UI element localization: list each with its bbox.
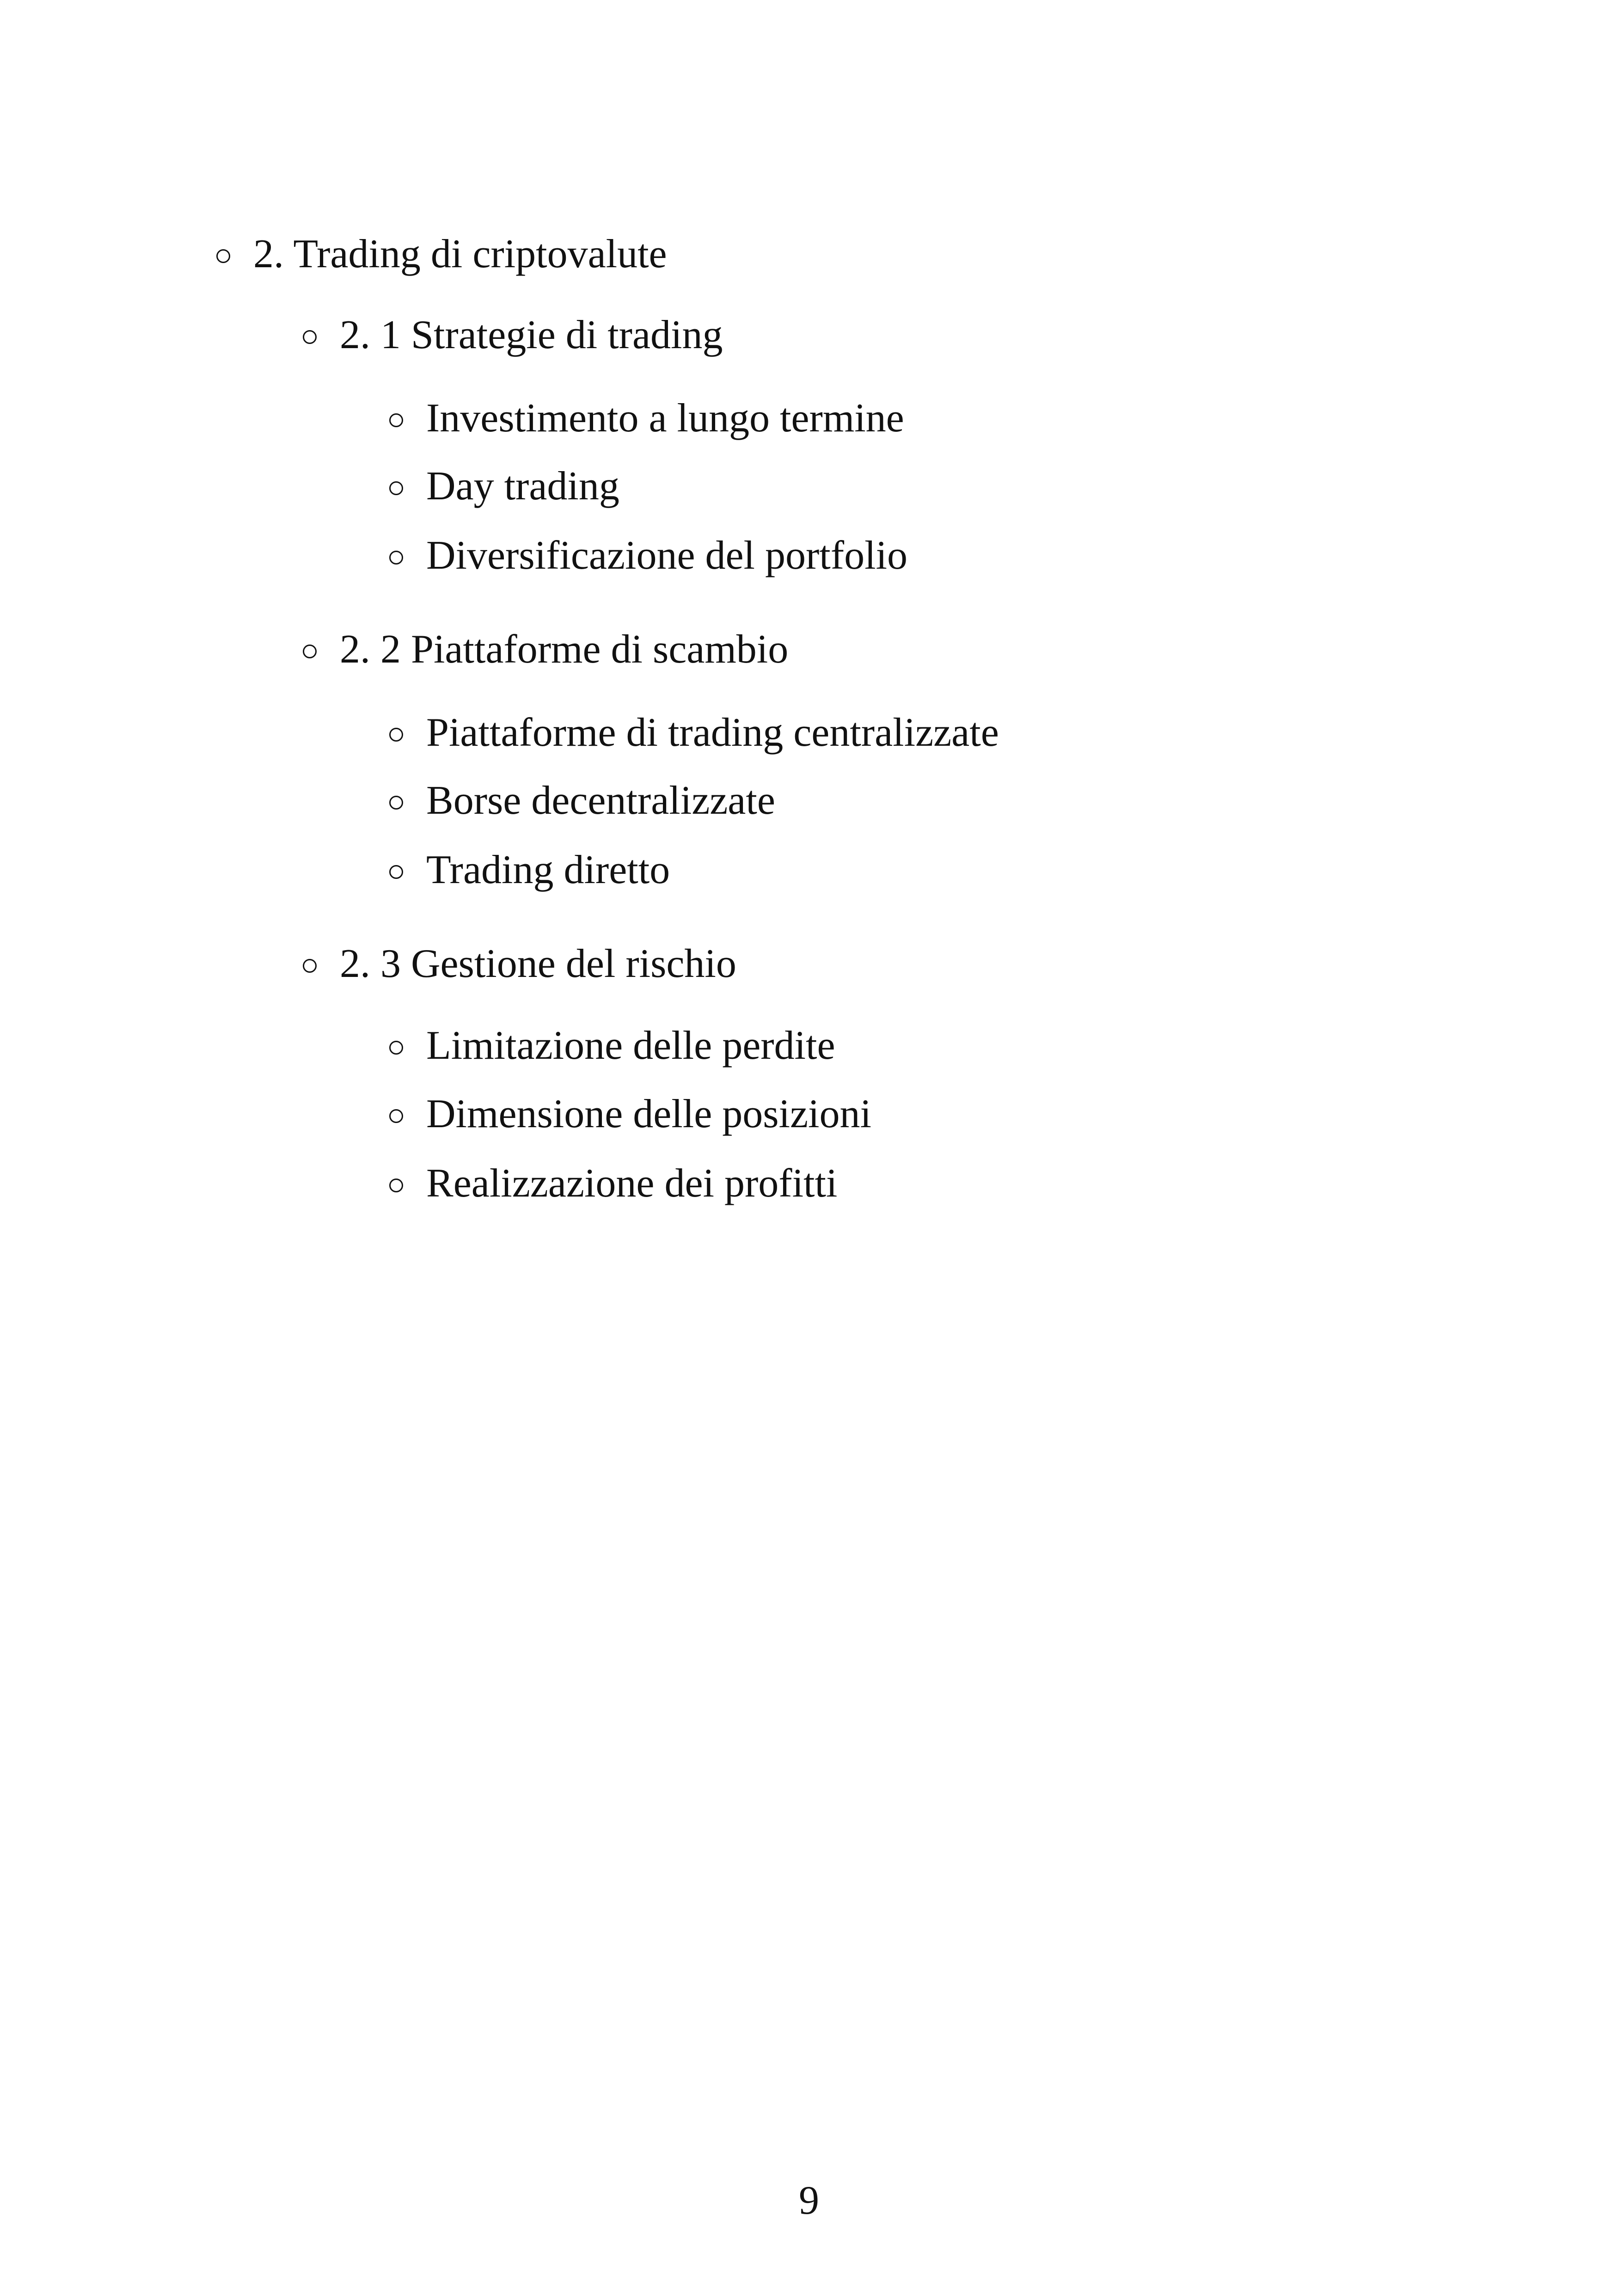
item-label: Piattaforme di trading centralizzate [426, 710, 999, 755]
circle-bullet-icon [389, 865, 403, 879]
outline-item [389, 1087, 871, 1142]
page-number: 9 [799, 2178, 819, 2223]
item-label: Diversificazione del portfolio [426, 533, 907, 578]
circle-bullet-icon [216, 249, 230, 263]
outline-item [389, 1018, 835, 1074]
circle-bullet-icon [389, 728, 403, 742]
circle-bullet-icon [389, 1179, 403, 1192]
item-label: Limitazione delle perdite [426, 1023, 835, 1068]
circle-bullet-icon [389, 1041, 403, 1055]
outline-chapter [216, 227, 667, 282]
outline-item [389, 705, 999, 761]
outline-item [389, 1156, 837, 1211]
outline-item [389, 773, 775, 829]
outline-item [389, 459, 619, 514]
circle-bullet-icon [303, 959, 317, 973]
circle-bullet-icon [389, 1109, 403, 1123]
circle-bullet-icon [389, 551, 403, 565]
outline-item [389, 842, 670, 898]
section-title: 2. 1 Strategie di trading [340, 313, 723, 357]
outline-item [389, 528, 907, 583]
outline-section [303, 936, 736, 992]
circle-bullet-icon [389, 796, 403, 810]
circle-bullet-icon [303, 645, 317, 658]
item-label: Investimento a lungo termine [426, 396, 904, 441]
item-label: Trading diretto [426, 847, 670, 892]
item-label: Day trading [426, 464, 619, 509]
outline-section [303, 307, 723, 363]
circle-bullet-icon [389, 413, 403, 427]
circle-bullet-icon [389, 481, 403, 495]
outline-section [303, 622, 788, 677]
item-label: Dimensione delle posizioni [426, 1092, 871, 1136]
item-label: Realizzazione dei profitti [426, 1161, 838, 1206]
section-title: 2. 2 Piattaforme di scambio [340, 627, 789, 672]
chapter-title: 2. Trading di criptovalute [253, 232, 667, 276]
circle-bullet-icon [303, 330, 317, 344]
section-title: 2. 3 Gestione del rischio [340, 941, 736, 986]
item-label: Borse decentralizzate [426, 778, 775, 823]
outline-item [389, 391, 904, 446]
